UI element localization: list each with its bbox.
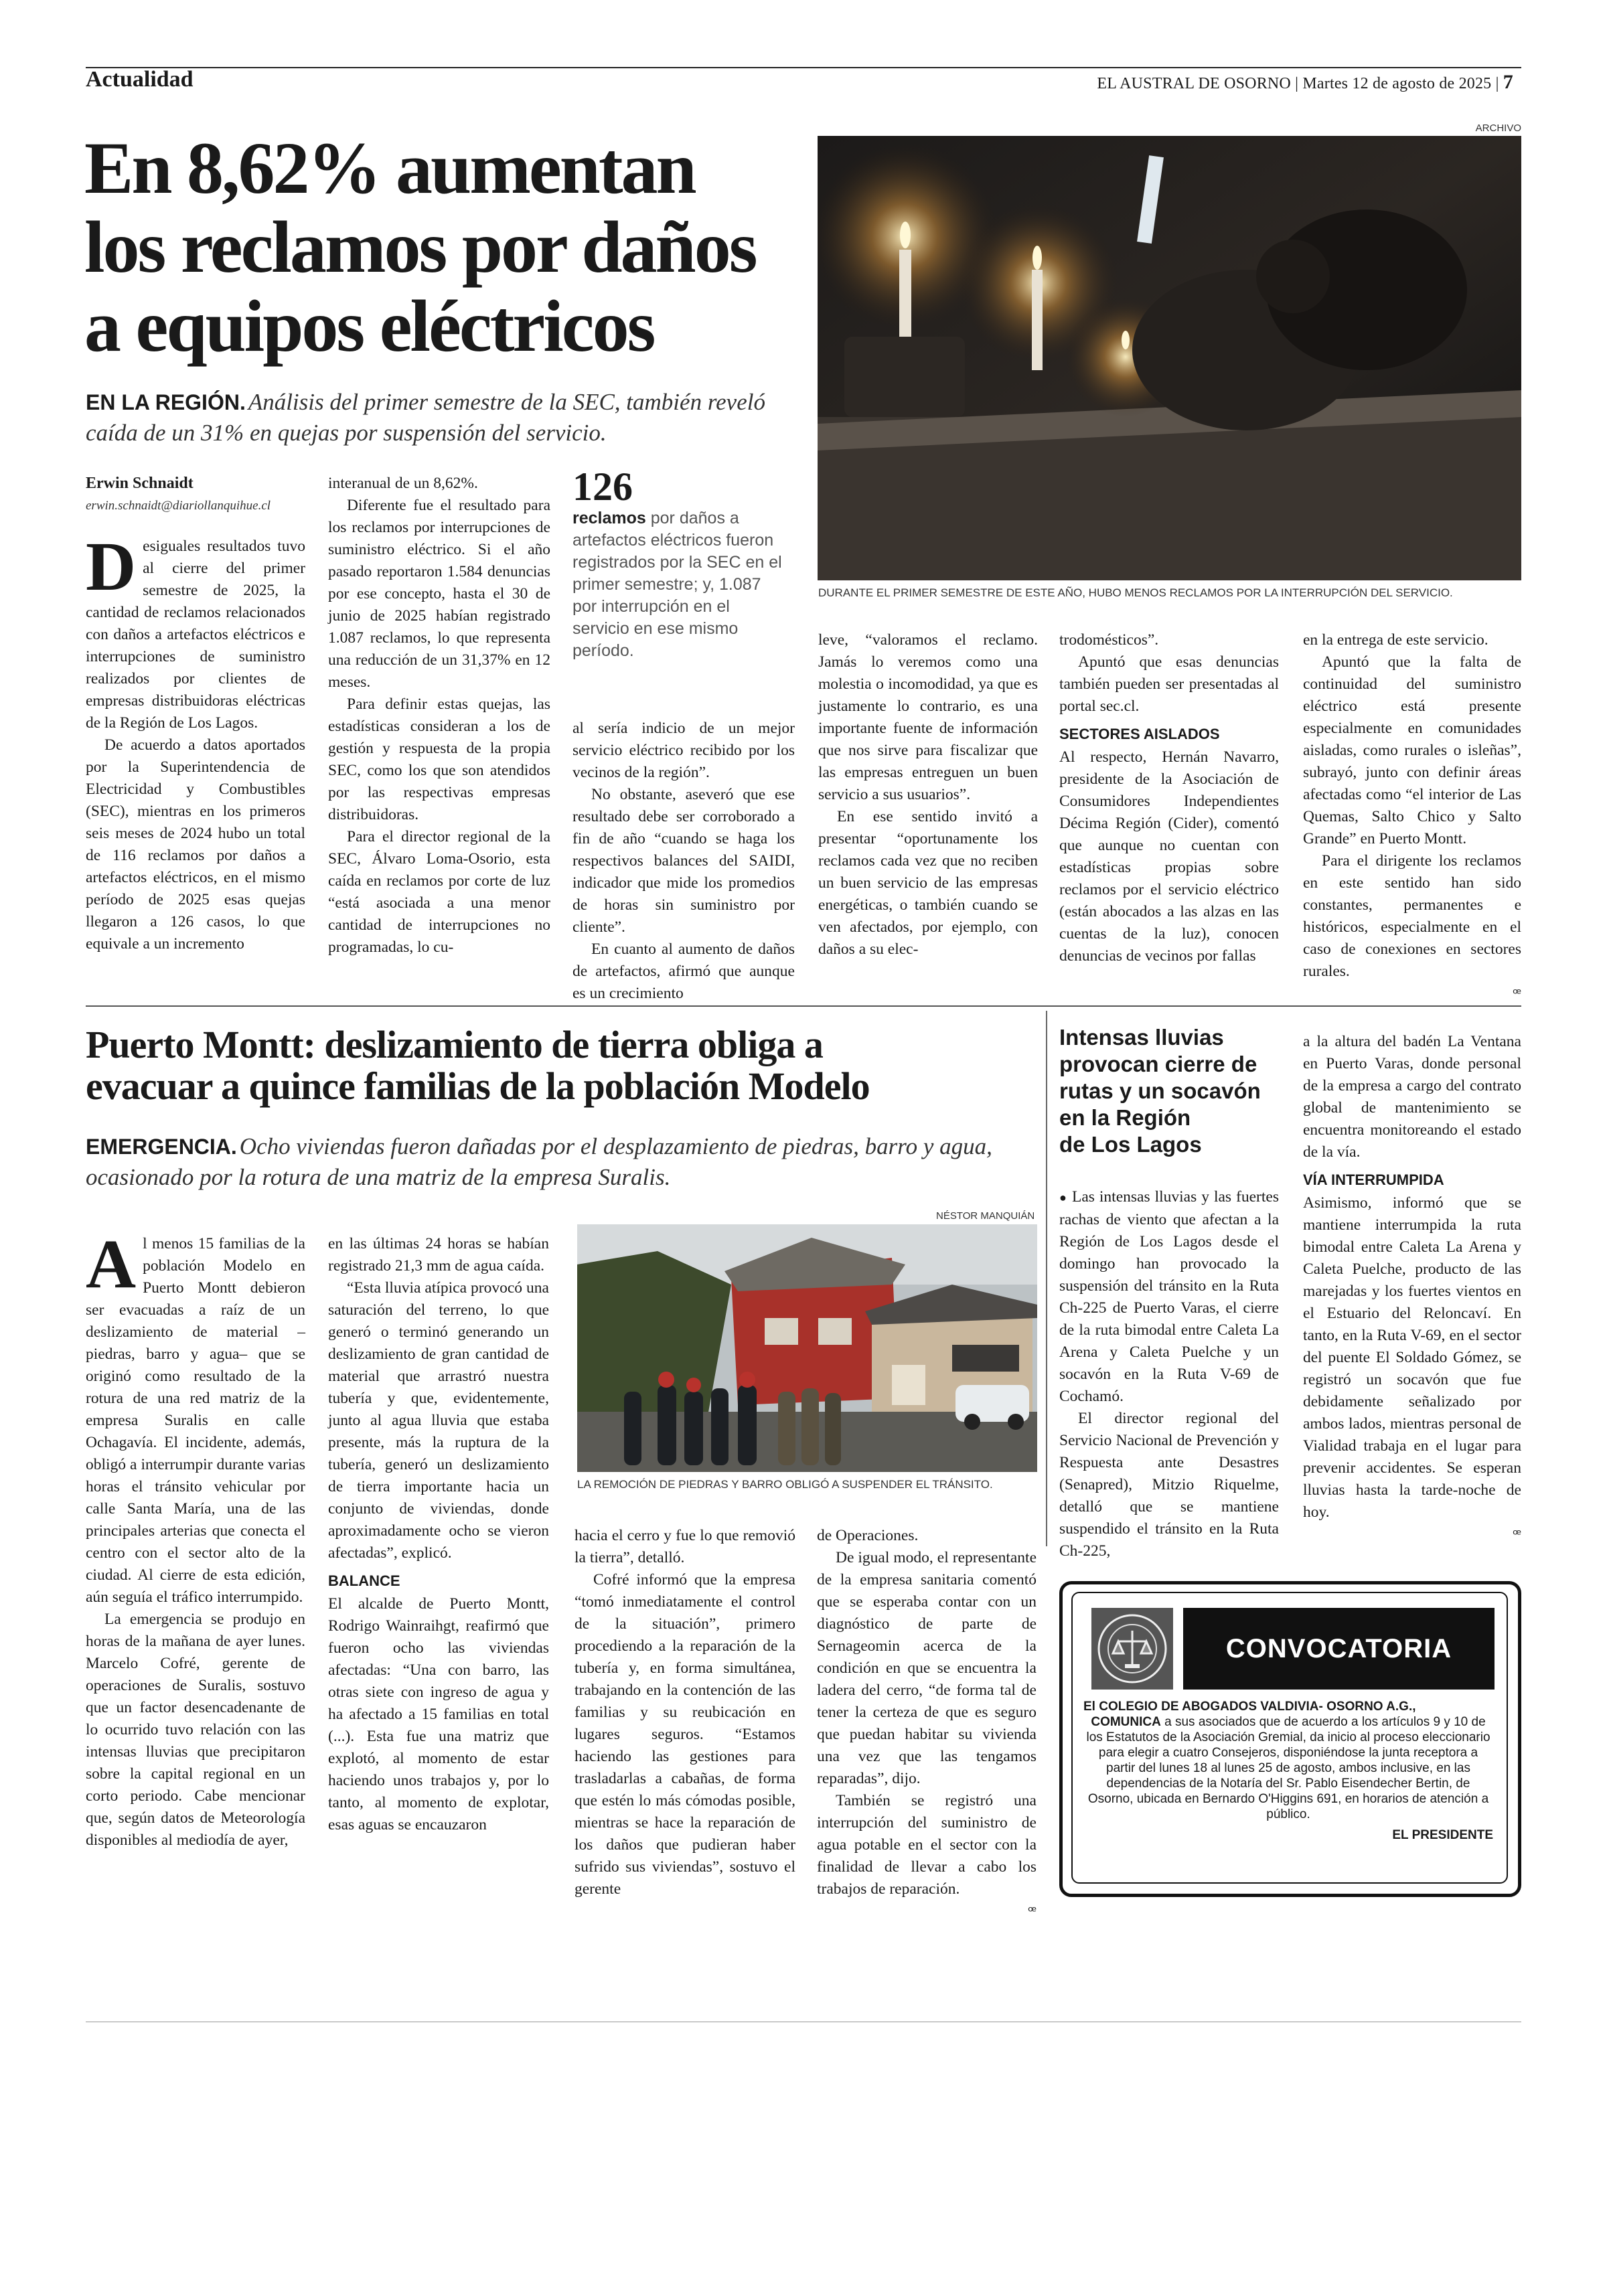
paragraph: a la altura del badén La Ventana en Puerto Varas, donde personal de la empresa a cargo del contrato global de mantenimiento se encuentra monitoreando el estado de la vía.	[1303, 1033, 1521, 1161]
author-name: Erwin Schnaidt	[86, 475, 194, 492]
paragraph: Al respecto, Hernán Navarro, presidente de la Asociación de Consumidores Independientes Décima Región (Cider), comentó que aunque no cuentan con estadísticas propias sobre reclamos por el servicio eléctrico (están abocados a las alzas en las cuentas de la luz), conocen denuncias de vecinos por fallas	[1059, 748, 1279, 965]
paragraph: Para el director regional de la SEC, Álvaro Loma-Osorio, esta caída en reclamos por corte de luz “está asociada a una menor cantidad de interrupciones no programadas, lo cu-	[328, 828, 550, 956]
photo-caption: LA REMOCIÓN DE PIEDRAS Y BARRO OBLIGÓ A SUSPENDER EL TRÁNSITO.	[577, 1478, 993, 1491]
paragraph: También se registró una interrupción del suministro de agua potable en el sector con la finalidad de llevar a cabo los trabajos de reparación.	[817, 1792, 1037, 1898]
paragraph: No obstante, aseveró que ese resultado debe ser corroborado a fin de año “cuando se haga los respectivos balances del SAIDI, indicador que mide los promedios de horas sin suministro por cliente”.	[572, 786, 795, 936]
photo-credit: ARCHIVO	[1475, 122, 1521, 134]
paragraph: en las últimas 24 horas se habían registrado 21,3 mm de agua caída.	[328, 1235, 549, 1275]
bullet: ●	[1059, 1191, 1067, 1204]
article1-deck	[86, 387, 795, 448]
paragraph: Para definir estas quejas, las estadísticas consideran a los de gestión y respuesta de la propia SEC, como los que son atendidos por las respectivas empresas distribuidoras.	[328, 695, 550, 823]
end-mark: ꟹ	[1513, 985, 1521, 1001]
notice-signature: EL PRESIDENTE	[1392, 1828, 1493, 1842]
paragraph: La emergencia se produjo en horas de la mañana de ayer lunes. Marcelo Cofré, gerente de operaciones de Suralis, sostuvo que un factor desencadenante de lo ocurrido tuvo relación con las intensas lluvias que precipitaron sobre la capital regional en un corto periodo. Cabe mencionar que, según datos de Meteorología disponibles al mediodía de ayer,	[86, 1611, 305, 1849]
section-label: Actualidad	[86, 67, 194, 92]
stat-text	[572, 507, 787, 662]
paragraph: Para el dirigente los reclamos en este sentido han sido constantes, permanentes e históricos, especialmente en el caso de conexiones en sectores rurales.	[1303, 852, 1521, 980]
headline-line-5: de Los Lagos	[1059, 1132, 1202, 1157]
deck-text: Ocho viviendas fueron dañadas por el desplazamiento de piedras, barro y agua, ocasionado por la rotura de una matriz de la empresa Suralis.	[86, 1133, 992, 1190]
stat-box	[572, 466, 787, 662]
dropcap: A	[86, 1226, 137, 1303]
article1-col3	[572, 718, 795, 1005]
paragraph: En ese sentido invitó a presentar “oportunamente los reclamos cada vez que no reciben un buen servicio de las empresas energéticas, o también cuando se ven afectados, por ejemplo, con daños a su elec-	[818, 808, 1038, 958]
notice-body	[1083, 1699, 1493, 1843]
paragraph: Las intensas lluvias y las fuertes rachas de viento que afectan a la Región de Los Lagos desde el domingo han provocado la suspensión del tránsito en la Ruta Ch-225 de Puerto Varas, el cierre de la ruta bimodal entre Caleta La Arena y Caleta Puelche y un socavón en la Ruta V-69 de Cochamó.	[1059, 1188, 1279, 1405]
paragraph: Cofré informó que la empresa “tomó inmediatamente el control de la situación”, primero procediendo a la reparación de la tubería y, en forma simultánea, trabajando en la contención de las familias y su reubicación en lugares seguros. “Estamos haciendo las gestiones para trasladarlas a cabañas, de forma que estén lo más cómodas posible, mientras se hace la reparación de los daños que pudieran haber sufrido sus viviendas”, sostuvo el gerente	[575, 1571, 795, 1898]
article2-col3	[575, 1525, 795, 1900]
article2-deck	[86, 1131, 1037, 1193]
article1-col5	[1059, 629, 1279, 967]
end-mark: ꟹ	[1513, 1526, 1521, 1542]
paragraph: Apuntó que la falta de continuidad del suministro eléctrico está presente especialmente en comunidades aisladas, como rurales o isleñas”, subrayó, junto con definir áreas afectadas como “el interior de Las Quemas, Salto Chico y Salto Grande” en Puerto Montt.	[1303, 653, 1521, 847]
subhead-sectores: SECTORES AISLADOS	[1059, 726, 1220, 742]
end-mark: ꟹ	[1028, 1903, 1037, 1919]
page-number: 7	[1503, 71, 1513, 93]
stat-label: reclamos	[572, 509, 646, 527]
subhead-balance: BALANCE	[328, 1572, 400, 1589]
paragraph: Apuntó que esas denuncias también pueden ser presentadas al portal sec.cl.	[1059, 653, 1279, 715]
notice-verb: COMUNICA	[1091, 1715, 1161, 1729]
headline-line-2: provocan cierre de	[1059, 1052, 1257, 1076]
paragraph: Asimismo, informó que se mantiene interrumpida la ruta bimodal entre Caleta La Arena y Caleta Puelche, producto de las marejadas y los fuertes vientos en el Estuario del Reloncaví. En tanto, en la Ruta V-69, en el sector del puente El Soldado Gómez, se registró un socavón que fue debidamente señalizado por ambos lados, mientras personal de Vialidad trabaja en el lugar para prevenir accidentes. Se esperan lluvias hasta la tarde-noche de hoy.	[1303, 1194, 1521, 1521]
masthead	[1097, 71, 1513, 94]
kicker: EN LA REGIÓN.	[86, 390, 246, 414]
article2-headline	[86, 1024, 1043, 1107]
kicker: EMERGENCIA.	[86, 1135, 237, 1159]
notice-title: CONVOCATORIA	[1225, 1633, 1452, 1663]
headline-line-2: los reclamos por daños	[84, 206, 756, 288]
paragraph: El director regional del Servicio Nacional de Prevención y Respuesta ante Desastres (Senapred), Mitzio Riquelme, detalló que se mantiene suspendido el tránsito en la Ruta Ch-225,	[1059, 1410, 1279, 1560]
headline-line-3: rutas y un socavón	[1059, 1078, 1261, 1103]
headline-line-4: en la Región	[1059, 1105, 1191, 1130]
photo-credit: NÉSTOR MANQUIÁN	[936, 1210, 1035, 1222]
paragraph: De igual modo, el representante de la empresa sanitaria comentó que se esperaba contar con un diagnóstico de parte de Sernageomin acerca de la condición en que se encuentra la ladera del cerro, “de forma tal de tener la certeza de que es seguro que puedan habitar su vivienda una vez que las tengamos reparadas”, dijo.	[817, 1549, 1037, 1787]
candles-photo	[818, 136, 1521, 580]
mid-rule	[86, 1005, 1521, 1007]
article1-col4	[818, 629, 1038, 961]
dropcap: D	[86, 528, 137, 605]
bar-association-seal	[1091, 1608, 1173, 1690]
article2-col4	[817, 1525, 1037, 1922]
paragraph: De acuerdo a datos aportados por la Superintendencia de Electricidad y Combustibles (SEC), mientras en los primeros seis meses de 2024 hubo un total de 116 reclamos por daños a artefactos eléctricos, en el mismo período de 2025 esas quejas llegaron a 126 casos, lo que equivale a un incremento	[86, 736, 305, 953]
headline-line-1: Puerto Montt: deslizamiento de tierra obliga a	[86, 1023, 823, 1066]
column-divider	[1046, 1011, 1047, 1546]
paragraph: en la entrega de este servicio.	[1303, 631, 1488, 649]
notice-title-bar	[1183, 1608, 1495, 1690]
stat-description: por daños a artefactos eléctricos fueron registrados por la SEC en el primer semestre; y, 1.087 por interrupción en el servicio en ese mismo período.	[572, 509, 782, 660]
landslide-photo	[577, 1224, 1037, 1472]
paragraph: interanual de un 8,62%.	[328, 475, 478, 492]
notice-org: El COLEGIO DE ABOGADOS VALDIVIA- OSORNO A.G.,	[1083, 1700, 1416, 1714]
article1-col1	[86, 528, 305, 955]
notice-text: a sus asociados que de acuerdo a los artículos 9 y 10 de los Estatutos de la Asociación Gremial, da inicio al proceso eleccionario para elegir a cuatro Consejeros, disponiéndose la junta receptora a partir del lunes 18 al lunes 25 de agosto, ambos inclusive, en las dependencias de la Notaría del Sr. Pablo Eisendecher Bertin, de Osorno, ubicada en Bernardo O'Higgins 691, en horarios de atención a público.	[1086, 1715, 1490, 1821]
article3-headline	[1059, 1024, 1287, 1158]
paragraph: al sería indicio de un mejor servicio eléctrico recibido por los vecinos de la región”.	[572, 720, 795, 781]
paragraph: l menos 15 familias de la población Modelo en Puerto Montt debieron ser evacuadas a raíz de un deslizamiento de material –piedras, barro y agua– que se originó como resultado de la rotura de una red matriz de la empresa Suralis en calle Ochagavía. El incidente, además, obligó a interrumpir durante varias horas el tránsito vehicular por calle Santa María, una de las principales arterias que conecta el centro con el sector alto de la ciudad. Al cierre de esta edición, aún seguía el tráfico interrumpido.	[86, 1235, 305, 1606]
article1-col6	[1303, 629, 1521, 1005]
article3-col2	[1303, 1031, 1521, 1546]
article3-col1	[1059, 1186, 1279, 1562]
headline-line-1: Intensas lluvias	[1059, 1025, 1224, 1050]
paragraph: hacia el cerro y fue lo que removió la tierra”, detalló.	[575, 1527, 795, 1566]
article1-col2	[328, 473, 550, 959]
paragraph: de Operaciones.	[817, 1527, 919, 1544]
stat-number: 126	[572, 465, 633, 509]
paragraph: En cuanto al aumento de daños de artefactos, afirmó que aunque es un crecimiento	[572, 940, 795, 1002]
paragraph: esiguales resultados tuvo al cierre del primer semestre de 2025, la cantidad de reclamos relacionados con daños a artefactos eléctricos e interrupciones de suministro realizados por clientes de empresas distribuidoras eléctricas de la Región de Los Lagos.	[86, 538, 305, 732]
masthead-text: EL AUSTRAL DE OSORNO | Martes 12 de agosto de 2025 |	[1097, 75, 1499, 92]
paragraph: leve, “valoramos el reclamo. Jamás lo veremos como una molestia o incomodidad, ya que es justamente lo contrario, es una importante fuente de información que nos sirve para fiscalizar que las empresas entreguen un buen servicio a sus usuarios”.	[818, 631, 1038, 803]
paragraph: El alcalde de Puerto Montt, Rodrigo Wainraihgt, reafirmó que fueron ocho las viviendas afectadas: “Una con barro, las otras siete con ingreso de agua y ha afectado a 15 familias en total (...). Esta fue una matriz que explotó, al momento de estar haciendo unos trabajos y, por lo tanto, al momento de explotar, esas aguas se encauzaron	[328, 1595, 549, 1833]
author-email: erwin.schnaidt@diariollanquihue.cl	[86, 499, 271, 513]
top-rule	[86, 67, 1521, 68]
article2-col2	[328, 1233, 549, 1836]
paragraph: Diferente fue el resultado para los reclamos por interrupciones de suministro eléctrico. Si el año pasado reportaron 1.584 denuncias por ese concepto, hasta el 30 de junio de 2025 habían registrado 1.087 reclamos, lo que representa una reducción de un 31,37% en 12 meses.	[328, 497, 550, 691]
paragraph: “Esta lluvia atípica provocó una saturación del terreno, lo que generó o terminó generando un deslizamiento de gran cantidad de material que arrastró nuestra tubería y que, evidentemente, junto al agua lluvia que estaba presente, más la ruptura de la tubería, generó un deslizamiento de tierra importante hacia un conjunto de viviendas, donde aproximadamente ocho se vieron afectadas”, explicó.	[328, 1279, 549, 1562]
article1-headline	[84, 129, 808, 365]
headline-line-1: En 8,62% aumentan	[84, 127, 695, 209]
article2-col1	[86, 1226, 305, 1852]
deck-text: Análisis del primer semestre de la SEC, también reveló caída de un 31% en quejas por suspensión del servicio.	[86, 389, 765, 446]
paragraph: trodomésticos”.	[1059, 631, 1159, 649]
subhead-via: VÍA INTERRUMPIDA	[1303, 1171, 1444, 1188]
photo-caption: DURANTE EL PRIMER SEMESTRE DE ESTE AÑO, HUBO MENOS RECLAMOS POR LA INTERRUPCIÓN DEL SERVICIO.	[818, 586, 1453, 599]
headline-line-2: evacuar a quince familias de la población Modelo	[86, 1064, 870, 1108]
headline-line-3: a equipos eléctricos	[84, 285, 654, 367]
